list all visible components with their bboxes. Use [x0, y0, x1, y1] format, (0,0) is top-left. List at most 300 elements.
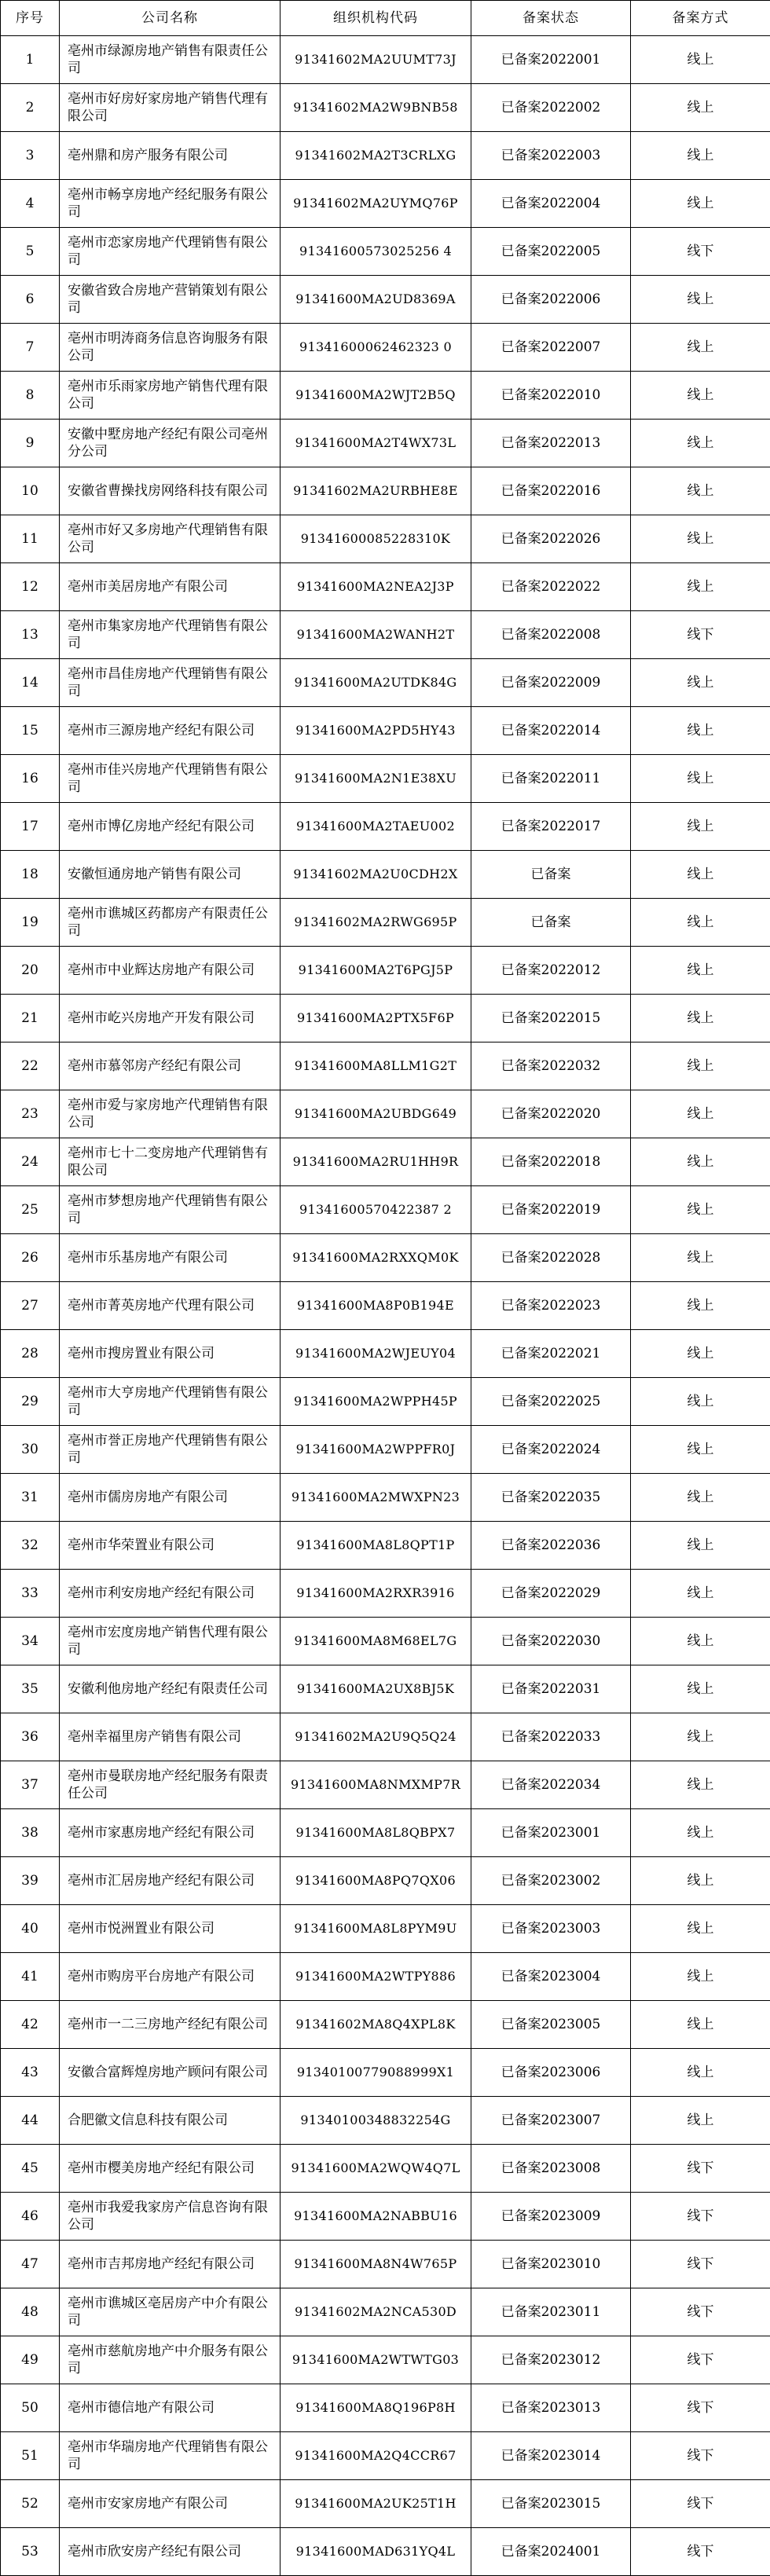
cell-org-code: 91341600570422387 2 — [280, 1186, 471, 1234]
table-row — [1, 2097, 770, 2145]
cell-index: 16 — [1, 755, 60, 803]
cell-filing-method: 线下 — [631, 2241, 770, 2288]
cell-index: 5 — [1, 228, 60, 276]
cell-org-code: 91341600MA2NABBU16 — [280, 2193, 471, 2241]
cell-index: 50 — [1, 2384, 60, 2432]
cell-org-code: 91341600MA8L8QPT1P — [280, 1522, 471, 1570]
cell-index: 7 — [1, 324, 60, 372]
cell-filing-status: 已备案2022026 — [471, 515, 631, 563]
cell-company-name: 亳州市中业辉达房地产有限公司 — [60, 947, 280, 995]
cell-index: 32 — [1, 1522, 60, 1570]
cell-company-name: 亳州鼎和房产服务有限公司 — [60, 132, 280, 180]
header-filing-method: 备案方式 — [631, 1, 770, 36]
cell-filing-method: 线上 — [631, 659, 770, 707]
cell-filing-status: 已备案2022020 — [471, 1090, 631, 1138]
table-row — [1, 803, 770, 851]
cell-filing-method: 线下 — [631, 2193, 770, 2241]
cell-company-name: 亳州市集家房地产代理销售有限公司 — [60, 611, 280, 659]
cell-org-code: 91341600MA2WQW4Q7L — [280, 2145, 471, 2193]
cell-company-name: 亳州市爱与家房地产代理销售有限公司 — [60, 1090, 280, 1138]
cell-filing-status: 已备案2022017 — [471, 803, 631, 851]
cell-company-name: 亳州市博亿房地产经纪有限公司 — [60, 803, 280, 851]
header-row — [1, 1, 770, 36]
cell-org-code: 91341602MA2URBHE8E — [280, 467, 471, 515]
cell-company-name: 合肥徽文信息科技有限公司 — [60, 2097, 280, 2145]
cell-org-code: 91341600MA2UK25T1H — [280, 2480, 471, 2528]
cell-filing-method: 线上 — [631, 276, 770, 324]
cell-filing-status: 已备案2022030 — [471, 1618, 631, 1665]
cell-company-name: 亳州市昌佳房地产代理销售有限公司 — [60, 659, 280, 707]
cell-filing-status: 已备案2022018 — [471, 1138, 631, 1186]
cell-company-name: 亳州市我爱我家房产信息咨询有限公司 — [60, 2193, 280, 2241]
table-row — [1, 2288, 770, 2336]
cell-filing-method: 线上 — [631, 899, 770, 947]
table-row — [1, 1665, 770, 1713]
cell-index: 29 — [1, 1378, 60, 1426]
cell-filing-method: 线下 — [631, 228, 770, 276]
cell-filing-method: 线上 — [631, 1665, 770, 1713]
cell-org-code: 91341600MA2PD5HY43 — [280, 707, 471, 755]
table-row — [1, 2528, 770, 2576]
cell-filing-status: 已备案2022031 — [471, 1665, 631, 1713]
cell-company-name: 亳州市利安房地产经纪有限公司 — [60, 1570, 280, 1618]
cell-filing-status: 已备案2022006 — [471, 276, 631, 324]
cell-company-name: 亳州市菁英房地产代理有限公司 — [60, 1282, 280, 1330]
cell-company-name: 亳州市吉邦房地产经纪有限公司 — [60, 2241, 280, 2288]
cell-company-name: 亳州市畅享房地产经纪服务有限公司 — [60, 180, 280, 228]
cell-index: 14 — [1, 659, 60, 707]
cell-filing-method: 线上 — [631, 1090, 770, 1138]
cell-org-code: 91341600MA2PTX5F6P — [280, 995, 471, 1042]
cell-company-name: 亳州市绿源房地产销售有限责任公司 — [60, 36, 280, 84]
cell-filing-status: 已备案2022003 — [471, 132, 631, 180]
cell-filing-method: 线上 — [631, 372, 770, 420]
cell-org-code: 91341600MA2Q4CCR67 — [280, 2432, 471, 2480]
cell-filing-status: 已备案2022008 — [471, 611, 631, 659]
header-org-code: 组织机构代码 — [280, 1, 471, 36]
cell-filing-method: 线上 — [631, 467, 770, 515]
table-row — [1, 851, 770, 899]
cell-filing-status: 已备案2022023 — [471, 1282, 631, 1330]
cell-company-name: 亳州市慕邻房产经纪有限公司 — [60, 1042, 280, 1090]
cell-index: 17 — [1, 803, 60, 851]
cell-filing-status: 已备案2023006 — [471, 2049, 631, 2097]
table-row — [1, 1234, 770, 1282]
cell-company-name: 亳州市好又多房地产代理销售有限公司 — [60, 515, 280, 563]
cell-company-name: 亳州市大亨房地产代理销售有限公司 — [60, 1378, 280, 1426]
cell-filing-status: 已备案2022007 — [471, 324, 631, 372]
cell-filing-status: 已备案2023010 — [471, 2241, 631, 2288]
cell-company-name: 亳州市德信地产有限公司 — [60, 2384, 280, 2432]
cell-org-code: 91341600MA8LLM1G2T — [280, 1042, 471, 1090]
cell-filing-method: 线上 — [631, 803, 770, 851]
table-row — [1, 180, 770, 228]
cell-company-name: 亳州市谯城区亳居房产中介有限公司 — [60, 2288, 280, 2336]
cell-company-name: 亳州市樱美房地产经纪有限公司 — [60, 2145, 280, 2193]
cell-filing-status: 已备案2022022 — [471, 563, 631, 611]
cell-filing-status: 已备案2022016 — [471, 467, 631, 515]
header-filing-status: 备案状态 — [471, 1, 631, 36]
cell-filing-method: 线上 — [631, 1857, 770, 1905]
table-row — [1, 2193, 770, 2241]
cell-index: 9 — [1, 420, 60, 467]
cell-org-code: 91341600MA2T6PGJ5P — [280, 947, 471, 995]
cell-filing-status: 已备案2022015 — [471, 995, 631, 1042]
cell-index: 21 — [1, 995, 60, 1042]
table-row — [1, 467, 770, 515]
cell-index: 53 — [1, 2528, 60, 2576]
table-row — [1, 1713, 770, 1761]
table-row — [1, 2049, 770, 2097]
table-row — [1, 132, 770, 180]
cell-company-name: 亳州幸福里房产销售有限公司 — [60, 1713, 280, 1761]
cell-filing-method: 线下 — [631, 611, 770, 659]
table-row — [1, 1138, 770, 1186]
cell-filing-method: 线上 — [631, 515, 770, 563]
cell-index: 15 — [1, 707, 60, 755]
cell-filing-method: 线上 — [631, 1761, 770, 1809]
cell-org-code: 91341600MA2RXR3916 — [280, 1570, 471, 1618]
cell-org-code: 91341600MA2WJT2B5Q — [280, 372, 471, 420]
cell-filing-status: 已备案2022035 — [471, 1474, 631, 1522]
cell-filing-method: 线上 — [631, 755, 770, 803]
table-row — [1, 947, 770, 995]
cell-org-code: 91341600MA8M68EL7G — [280, 1618, 471, 1665]
cell-index: 38 — [1, 1809, 60, 1857]
table-row — [1, 563, 770, 611]
cell-filing-method: 线上 — [631, 1186, 770, 1234]
table-row — [1, 1474, 770, 1522]
cell-filing-status: 已备案2022014 — [471, 707, 631, 755]
cell-index: 35 — [1, 1665, 60, 1713]
cell-index: 12 — [1, 563, 60, 611]
cell-index: 20 — [1, 947, 60, 995]
table-row — [1, 324, 770, 372]
cell-filing-status: 已备案2022012 — [471, 947, 631, 995]
cell-index: 28 — [1, 1330, 60, 1378]
cell-filing-method: 线上 — [631, 1330, 770, 1378]
table-row — [1, 995, 770, 1042]
cell-filing-method: 线下 — [631, 2528, 770, 2576]
table-row — [1, 2432, 770, 2480]
cell-company-name: 亳州市佳兴房地产代理销售有限公司 — [60, 755, 280, 803]
cell-index: 41 — [1, 1953, 60, 2001]
cell-org-code: 91341600MA8P0B194E — [280, 1282, 471, 1330]
cell-org-code: 91341602MA8Q4XPL8K — [280, 2001, 471, 2049]
cell-filing-method: 线上 — [631, 1570, 770, 1618]
table-row — [1, 1953, 770, 2001]
cell-filing-method: 线上 — [631, 1713, 770, 1761]
cell-company-name: 安徽合富辉煌房地产顾问有限公司 — [60, 2049, 280, 2097]
cell-org-code: 91341600085228310K — [280, 515, 471, 563]
cell-org-code: 91341600MA2WPPH45P — [280, 1378, 471, 1426]
table-row — [1, 1522, 770, 1570]
cell-company-name: 亳州市三源房地产经纪有限公司 — [60, 707, 280, 755]
cell-company-name: 亳州市美居房地产有限公司 — [60, 563, 280, 611]
cell-org-code: 91341600MA2WTWTG03 — [280, 2336, 471, 2384]
cell-org-code: 91341600MA2RXXQM0K — [280, 1234, 471, 1282]
cell-filing-method: 线上 — [631, 1809, 770, 1857]
cell-index: 23 — [1, 1090, 60, 1138]
cell-filing-status: 已备案 — [471, 899, 631, 947]
cell-filing-method: 线上 — [631, 1426, 770, 1474]
cell-filing-method: 线上 — [631, 563, 770, 611]
cell-company-name: 安徽省曹操找房网络科技有限公司 — [60, 467, 280, 515]
cell-filing-status: 已备案2023014 — [471, 2432, 631, 2480]
cell-filing-method: 线上 — [631, 420, 770, 467]
cell-company-name: 亳州市曼联房地产经纪服务有限责任公司 — [60, 1761, 280, 1809]
cell-filing-status: 已备案2023001 — [471, 1809, 631, 1857]
table-row — [1, 1905, 770, 1953]
cell-index: 43 — [1, 2049, 60, 2097]
cell-org-code: 91341600MA2WJEUY04 — [280, 1330, 471, 1378]
table-row — [1, 1426, 770, 1474]
table-row — [1, 372, 770, 420]
cell-index: 27 — [1, 1282, 60, 1330]
cell-org-code: 91341600MA2RU1HH9R — [280, 1138, 471, 1186]
cell-company-name: 亳州市悦洲置业有限公司 — [60, 1905, 280, 1953]
table-row — [1, 659, 770, 707]
cell-index: 13 — [1, 611, 60, 659]
cell-filing-status: 已备案2023009 — [471, 2193, 631, 2241]
cell-company-name: 亳州市欣安房产经纪有限公司 — [60, 2528, 280, 2576]
table-row — [1, 755, 770, 803]
cell-company-name: 安徽恒通房地产销售有限公司 — [60, 851, 280, 899]
cell-index: 45 — [1, 2145, 60, 2193]
cell-filing-status: 已备案2022025 — [471, 1378, 631, 1426]
table-row — [1, 1042, 770, 1090]
cell-org-code: 91341600MA2MWXPN23 — [280, 1474, 471, 1522]
cell-index: 37 — [1, 1761, 60, 1809]
table-row — [1, 515, 770, 563]
cell-index: 22 — [1, 1042, 60, 1090]
cell-org-code: 91341602MA2U0CDH2X — [280, 851, 471, 899]
cell-filing-status: 已备案2022036 — [471, 1522, 631, 1570]
cell-org-code: 91340100779088999X1 — [280, 2049, 471, 2097]
cell-org-code: 91341600MA2UX8BJ5K — [280, 1665, 471, 1713]
cell-company-name: 亳州市好房好家房地产销售代理有限公司 — [60, 84, 280, 132]
cell-org-code: 91341600MA2WTPY886 — [280, 1953, 471, 2001]
table-row — [1, 84, 770, 132]
cell-filing-method: 线上 — [631, 2001, 770, 2049]
cell-company-name: 亳州市搜房置业有限公司 — [60, 1330, 280, 1378]
cell-index: 33 — [1, 1570, 60, 1618]
cell-org-code: 91340100348832254G — [280, 2097, 471, 2145]
cell-index: 49 — [1, 2336, 60, 2384]
cell-filing-status: 已备案 — [471, 851, 631, 899]
cell-filing-status: 已备案2023015 — [471, 2480, 631, 2528]
table-row — [1, 1809, 770, 1857]
table-row — [1, 1857, 770, 1905]
cell-company-name: 亳州市明涛商务信息咨询服务有限公司 — [60, 324, 280, 372]
table-row — [1, 1090, 770, 1138]
cell-filing-method: 线下 — [631, 2480, 770, 2528]
cell-org-code: 91341600MA2UTDK84G — [280, 659, 471, 707]
cell-org-code: 91341600MA8L8QBPX7 — [280, 1809, 471, 1857]
cell-filing-method: 线下 — [631, 2145, 770, 2193]
cell-index: 42 — [1, 2001, 60, 2049]
cell-filing-status: 已备案2023012 — [471, 2336, 631, 2384]
cell-org-code: 91341600MA8NMXMP7R — [280, 1761, 471, 1809]
cell-filing-status: 已备案2023004 — [471, 1953, 631, 2001]
cell-filing-method: 线下 — [631, 2288, 770, 2336]
cell-org-code: 91341602MA2T3CRLXG — [280, 132, 471, 180]
cell-org-code: 91341600MA8L8PYM9U — [280, 1905, 471, 1953]
cell-index: 18 — [1, 851, 60, 899]
cell-index: 11 — [1, 515, 60, 563]
cell-company-name: 亳州市乐基房地产有限公司 — [60, 1234, 280, 1282]
cell-filing-method: 线上 — [631, 132, 770, 180]
cell-filing-method: 线上 — [631, 947, 770, 995]
cell-filing-method: 线上 — [631, 2097, 770, 2145]
cell-index: 34 — [1, 1618, 60, 1665]
cell-org-code: 91341600MA8N4W765P — [280, 2241, 471, 2288]
cell-index: 40 — [1, 1905, 60, 1953]
table-row — [1, 899, 770, 947]
cell-index: 1 — [1, 36, 60, 84]
cell-filing-status: 已备案2022034 — [471, 1761, 631, 1809]
table-row — [1, 2001, 770, 2049]
cell-index: 19 — [1, 899, 60, 947]
cell-index: 6 — [1, 276, 60, 324]
table-row — [1, 1282, 770, 1330]
table-row — [1, 36, 770, 84]
cell-company-name: 亳州市梦想房地产代理销售有限公司 — [60, 1186, 280, 1234]
cell-org-code: 91341602MA2UYMQ76P — [280, 180, 471, 228]
table-row — [1, 276, 770, 324]
cell-index: 36 — [1, 1713, 60, 1761]
cell-org-code: 91341602MA2W9BNB58 — [280, 84, 471, 132]
cell-filing-method: 线上 — [631, 1234, 770, 1282]
table-row — [1, 1761, 770, 1809]
cell-org-code: 91341600MA2NEA2J3P — [280, 563, 471, 611]
cell-filing-status: 已备案2023008 — [471, 2145, 631, 2193]
table-row — [1, 420, 770, 467]
cell-filing-status: 已备案2023005 — [471, 2001, 631, 2049]
cell-index: 44 — [1, 2097, 60, 2145]
table-header — [1, 1, 770, 36]
cell-filing-method: 线下 — [631, 2384, 770, 2432]
table-row — [1, 1330, 770, 1378]
table-row — [1, 2480, 770, 2528]
cell-company-name: 安徽省致合房地产营销策划有限公司 — [60, 276, 280, 324]
cell-index: 4 — [1, 180, 60, 228]
cell-org-code: 91341600MA2WPPFR0J — [280, 1426, 471, 1474]
cell-company-name: 亳州市家惠房地产经纪有限公司 — [60, 1809, 280, 1857]
header-index: 序号 — [1, 1, 60, 36]
table-row — [1, 611, 770, 659]
cell-filing-method: 线上 — [631, 1474, 770, 1522]
cell-index: 48 — [1, 2288, 60, 2336]
cell-filing-status: 已备案2023011 — [471, 2288, 631, 2336]
cell-company-name: 安徽中墅房地产经纪有限公司亳州分公司 — [60, 420, 280, 467]
cell-org-code: 91341602MA2U9Q5Q24 — [280, 1713, 471, 1761]
cell-company-name: 亳州市恋家房地产代理销售有限公司 — [60, 228, 280, 276]
cell-index: 8 — [1, 372, 60, 420]
cell-org-code: 91341600MA2WANH2T — [280, 611, 471, 659]
table-row — [1, 2384, 770, 2432]
cell-index: 52 — [1, 2480, 60, 2528]
cell-filing-method: 线上 — [631, 851, 770, 899]
table-row — [1, 228, 770, 276]
cell-filing-status: 已备案2022005 — [471, 228, 631, 276]
cell-filing-status: 已备案2022011 — [471, 755, 631, 803]
cell-org-code: 91341600MA8PQ7QX06 — [280, 1857, 471, 1905]
cell-filing-status: 已备案2022004 — [471, 180, 631, 228]
cell-org-code: 91341600MA2TAEU002 — [280, 803, 471, 851]
cell-index: 46 — [1, 2193, 60, 2241]
cell-filing-method: 线上 — [631, 1618, 770, 1665]
cell-company-name: 亳州市华瑞房地产代理销售有限公司 — [60, 2432, 280, 2480]
cell-filing-status: 已备案2023007 — [471, 2097, 631, 2145]
cell-org-code: 91341602MA2UUMT73J — [280, 36, 471, 84]
cell-company-name: 亳州市七十二变房地产代理销售有限公司 — [60, 1138, 280, 1186]
cell-company-name: 亳州市安家房地产有限公司 — [60, 2480, 280, 2528]
table-row — [1, 2336, 770, 2384]
cell-company-name: 亳州市华荣置业有限公司 — [60, 1522, 280, 1570]
cell-filing-method: 线上 — [631, 324, 770, 372]
cell-company-name: 亳州市谯城区药都房产有限责任公司 — [60, 899, 280, 947]
cell-filing-status: 已备案2022028 — [471, 1234, 631, 1282]
cell-filing-method: 线上 — [631, 707, 770, 755]
cell-company-name: 亳州市屹兴房地产开发有限公司 — [60, 995, 280, 1042]
cell-index: 30 — [1, 1426, 60, 1474]
cell-org-code: 91341600MA8Q196P8H — [280, 2384, 471, 2432]
cell-company-name: 亳州市购房平台房地产有限公司 — [60, 1953, 280, 2001]
cell-filing-status: 已备案2023013 — [471, 2384, 631, 2432]
cell-index: 47 — [1, 2241, 60, 2288]
cell-filing-method: 线下 — [631, 2336, 770, 2384]
cell-filing-status: 已备案2022033 — [471, 1713, 631, 1761]
cell-company-name: 亳州市乐雨家房地产销售代理有限公司 — [60, 372, 280, 420]
table-row — [1, 1378, 770, 1426]
cell-filing-method: 线上 — [631, 1042, 770, 1090]
table-row — [1, 2241, 770, 2288]
cell-company-name: 亳州市一二三房地产经纪有限公司 — [60, 2001, 280, 2049]
cell-index: 51 — [1, 2432, 60, 2480]
cell-filing-status: 已备案2023002 — [471, 1857, 631, 1905]
cell-org-code: 91341600MA2N1E38XU — [280, 755, 471, 803]
table-row — [1, 1618, 770, 1665]
cell-filing-status: 已备案2022029 — [471, 1570, 631, 1618]
cell-filing-method: 线上 — [631, 1282, 770, 1330]
cell-filing-status: 已备案2022019 — [471, 1186, 631, 1234]
cell-filing-method: 线上 — [631, 995, 770, 1042]
cell-filing-method: 线上 — [631, 2049, 770, 2097]
cell-index: 3 — [1, 132, 60, 180]
cell-filing-status: 已备案2022009 — [471, 659, 631, 707]
cell-org-code: 91341600MAD631YQ4L — [280, 2528, 471, 2576]
cell-index: 26 — [1, 1234, 60, 1282]
cell-index: 25 — [1, 1186, 60, 1234]
cell-filing-status: 已备案2023003 — [471, 1905, 631, 1953]
cell-org-code: 91341600MA2UBDG649 — [280, 1090, 471, 1138]
cell-filing-method: 线上 — [631, 84, 770, 132]
cell-index: 10 — [1, 467, 60, 515]
cell-filing-status: 已备案2022010 — [471, 372, 631, 420]
cell-filing-method: 线上 — [631, 1522, 770, 1570]
cell-index: 31 — [1, 1474, 60, 1522]
cell-filing-method: 线上 — [631, 1953, 770, 2001]
cell-company-name: 亳州市宏度房地产销售代理有限公司 — [60, 1618, 280, 1665]
cell-filing-method: 线上 — [631, 1378, 770, 1426]
table-row — [1, 1570, 770, 1618]
cell-company-name: 亳州市慈航房地产中介服务有限公司 — [60, 2336, 280, 2384]
cell-filing-method: 线上 — [631, 1138, 770, 1186]
cell-index: 39 — [1, 1857, 60, 1905]
cell-filing-status: 已备案2022002 — [471, 84, 631, 132]
cell-org-code: 91341600062462323 0 — [280, 324, 471, 372]
